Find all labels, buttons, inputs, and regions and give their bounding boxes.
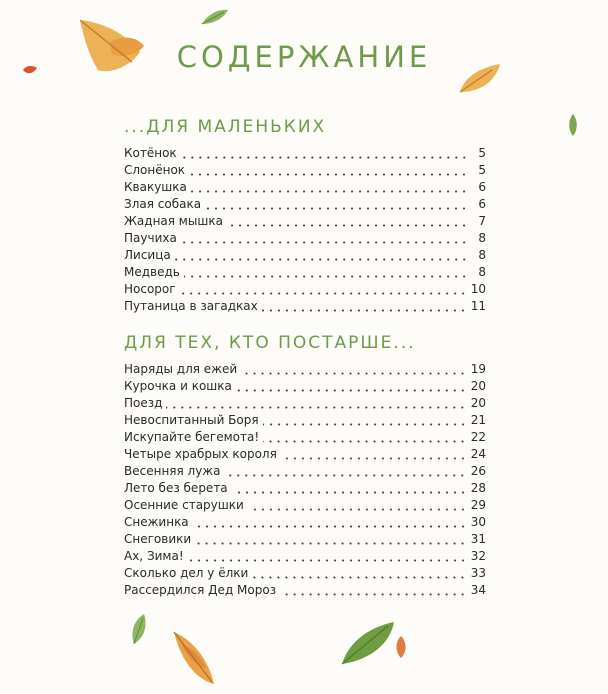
toc-entry: Осенние старушки 29 — [124, 498, 486, 512]
toc-entry: Весенняя лужа 26 — [124, 464, 486, 478]
toc-entry: Курочка и кошка 20 — [124, 379, 486, 393]
toc-entry: Котёнок 5 — [124, 146, 486, 160]
toc-entry: Поезд 20 — [124, 396, 486, 410]
toc-entry: Путаница в загадках 11 — [124, 299, 486, 313]
toc-entry: Жадная мышка 7 — [124, 214, 486, 228]
toc-entry: Медведь 8 — [124, 265, 486, 279]
red-leaf-icon — [392, 634, 410, 660]
toc-entry: Снеговики 31 — [124, 532, 486, 546]
toc-entry: Сколько дел у ёлки 33 — [124, 566, 486, 580]
toc-entry: Рассердился Дед Мороз 34 — [124, 583, 486, 597]
toc-entry: Слонёнок 5 — [124, 163, 486, 177]
toc-entry: Лисица 8 — [124, 248, 486, 262]
green-leaf-icon — [338, 618, 398, 668]
toc-entry: Злая собака 6 — [124, 197, 486, 211]
toc-entry: Снежинка 30 — [124, 515, 486, 529]
page-title: СОДЕРЖАНИЕ — [176, 40, 432, 74]
toc-entry: Лето без берета 28 — [124, 481, 486, 495]
toc-entry: Наряды для ежей 19 — [124, 362, 486, 376]
orange-leaf-icon — [168, 628, 220, 688]
toc-entry: Искупайте бегемота! 22 — [124, 430, 486, 444]
green-leaf-icon — [566, 112, 580, 138]
toc-entry: Паучиха 8 — [124, 231, 486, 245]
toc-entry: Невоспитанный Боря 21 — [124, 413, 486, 427]
section-title-little: ...ДЛЯ МАЛЕНЬКИХ — [124, 117, 327, 137]
green-leaf-icon — [200, 6, 230, 28]
green-leaf-icon — [128, 612, 150, 646]
toc-list-older — [124, 362, 486, 600]
toc-entry: Четыре храбрых короля 24 — [124, 447, 486, 461]
toc-list-little — [124, 146, 486, 316]
toc-entry: Квакушка 6 — [124, 180, 486, 194]
toc-entry: Носорог 10 — [124, 282, 486, 296]
toc-entry: Ах, Зима! 32 — [124, 549, 486, 563]
section-title-older: ДЛЯ ТЕХ, КТО ПОСТАРШЕ... — [124, 333, 416, 353]
